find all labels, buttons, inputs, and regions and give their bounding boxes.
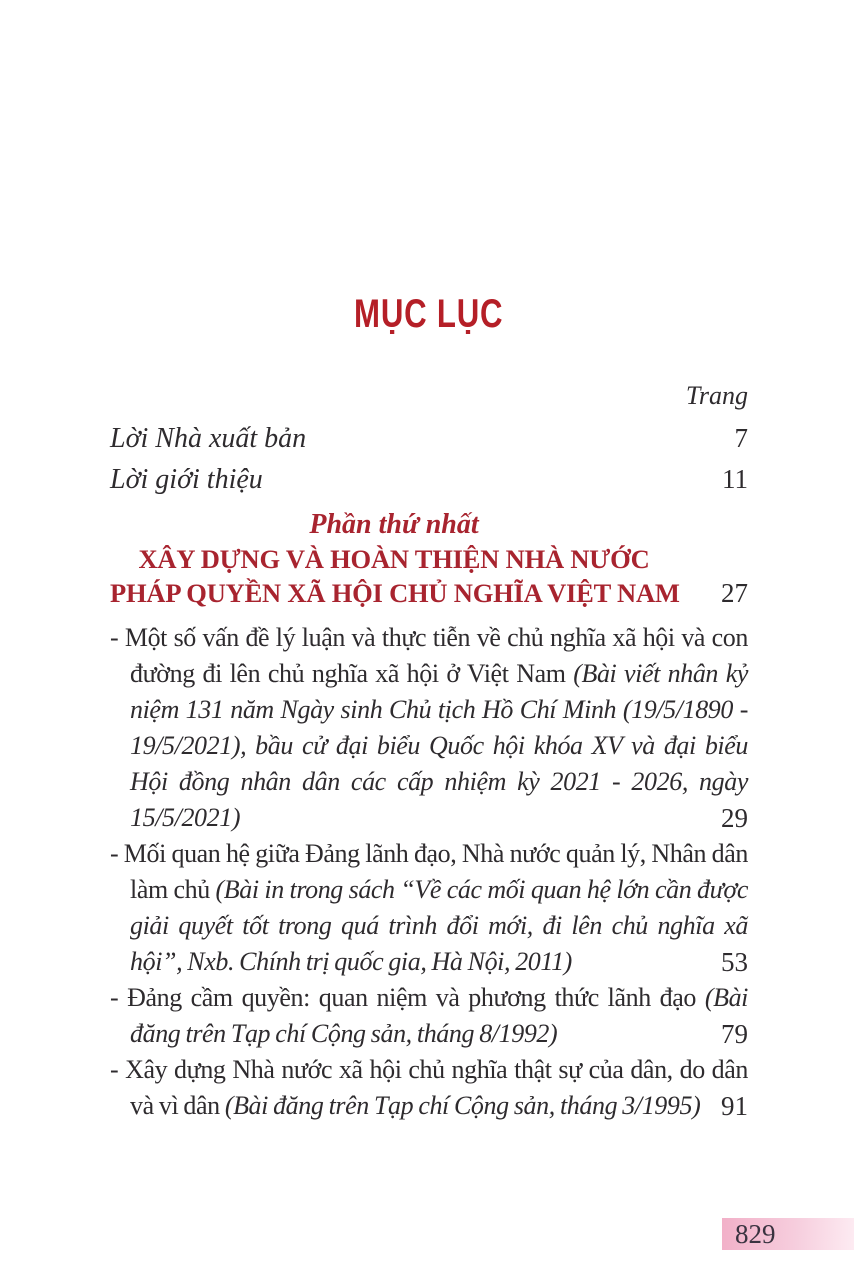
front-matter-item (110, 418, 748, 459)
part-heading (110, 508, 748, 610)
page-column-header: Trang (685, 381, 748, 410)
page-title-text: MỤC LỤC (354, 292, 504, 336)
front-matter-label: Lời Nhà xuất bản (110, 423, 307, 454)
toc-entry (110, 1052, 748, 1124)
toc-entry-text: - Đảng cầm quyền: quan niệm và phương thức lãnh đạo (Bài đăng trên Tạp chí Cộng sản, tháng 8/1992) (110, 983, 748, 1048)
front-matter (110, 418, 748, 500)
front-matter-label: Lời giới thiệu (110, 464, 263, 495)
toc-entry-page: 53 (721, 947, 748, 977)
folio-bar (722, 1218, 854, 1250)
part-page-number: 27 (721, 578, 748, 608)
toc-entry (110, 980, 748, 1052)
toc-entry-text: - Xây dựng Nhà nước xã hội chủ nghĩa thật sự của dân, do dân và vì dân (Bài đăng trên Tạp chí Cộng sản, tháng 3/1995) (110, 1055, 748, 1120)
front-matter-item (110, 459, 748, 500)
part-title-line: XÂY DỰNG VÀ HOÀN THIỆN NHÀ NƯỚC (138, 544, 650, 574)
toc-entries (110, 620, 748, 1124)
toc-entry (110, 836, 748, 980)
toc-entry (110, 620, 748, 836)
toc-entry-page: 91 (721, 1091, 748, 1121)
toc-content (110, 0, 748, 1124)
part-title-line: PHÁP QUYỀN XÃ HỘI CHỦ NGHĨA VIỆT NAM (110, 578, 680, 608)
front-matter-page: 11 (722, 464, 748, 494)
page-title (110, 292, 748, 336)
folio-page-number: 829 (735, 1218, 776, 1249)
toc-entry-text: - Một số vấn đề lý luận và thực tiễn về chủ nghĩa xã hội và con đường đi lên chủ nghĩa xã hội ở Việt Nam (Bài viết nhân kỷ niệm 131 năm Ngày sinh Chủ tịch Hồ Chí Minh (19/5/1890 - 19/5/2021), bầu cử đại biểu Quốc hội khóa XV và đại biểu Hội đồng nhân dân các cấp nhiệm kỳ 2021 - 2026, ngày 15/5/2021) (110, 623, 748, 832)
part-kicker: Phần thứ nhất (309, 509, 479, 540)
toc-entry-text: - Mối quan hệ giữa Đảng lãnh đạo, Nhà nước quản lý, Nhân dân làm chủ (Bài in trong sách “Về các mối quan hệ lớn cần được giải quyết tốt trong quá trình đổi mới, đi lên chủ nghĩa xã hội”, Nxb. Chính trị quốc gia, Hà Nội, 2011) (110, 839, 748, 976)
toc-entry-page: 79 (721, 1019, 748, 1049)
toc-entry-page: 29 (721, 803, 748, 833)
front-matter-page: 7 (734, 423, 748, 453)
